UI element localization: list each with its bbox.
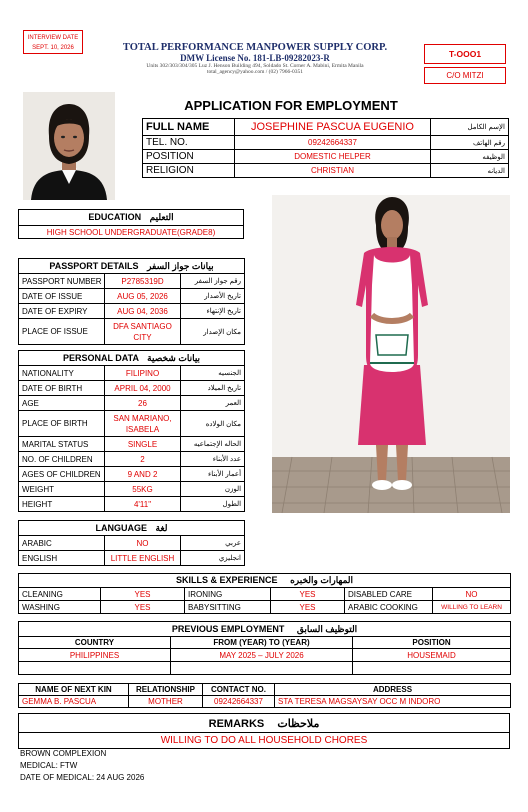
main-info-table [142,118,509,178]
interview-date: SEPT. 10, 2026 [32,45,74,51]
previous-employment-header [19,622,511,637]
position-arabic: الوظيفه [431,150,509,164]
previous-country: PHILIPPINES [19,649,171,662]
column-header-period: FROM (YEAR) TO (YEAR) [171,637,353,649]
education-table [18,209,244,239]
religion-value: CHRISTIAN [235,164,431,178]
skills-title: SKILLS & EXPERIENCE [176,575,278,585]
table-row [19,684,511,696]
place-of-birth-arabic: مكان الولاده [181,411,245,437]
language-table [18,520,245,566]
table-row [19,574,511,588]
english-label: ENGLISH [19,551,105,566]
table-row [19,452,245,467]
education-header [19,210,244,226]
table-row [19,210,244,226]
nationality-value: FILIPINO [105,366,181,381]
table-row [19,319,245,345]
remarks-table [18,713,510,749]
education-title-arabic: التعليم [149,212,174,222]
personal-data-table [18,350,245,512]
table-row [19,274,245,289]
table-row [19,551,245,566]
tel-value: 09242664337 [235,136,431,150]
table-row [143,119,509,136]
no-of-children-value: 2 [105,452,181,467]
weight-arabic: الوزن [181,482,245,497]
education-title: EDUCATION [88,212,142,222]
table-row [19,411,245,437]
table-row [19,637,511,649]
language-header [19,521,245,536]
table-row [19,259,245,274]
date-of-birth-label: DATE OF BIRTH [19,381,105,396]
date-of-expiry-arabic: تاريخ الإنتهاء [181,304,245,319]
company-header [95,42,415,75]
company-address: Units 302/303/304/305 Luz J. Henson Building 494, Soldado St. Corner A. Mabini, Ermita Manila [146,63,364,69]
skill-disabled-care-label: DISABLED CARE [345,588,433,601]
table-row [19,396,245,411]
remarks-value: WILLING TO DO ALL HOUSEHOLD CHORES [19,733,510,749]
note-medical: MEDICAL: FTW [20,761,78,770]
previous-position-2 [353,662,511,675]
full-name-arabic: الإسم الكامل [431,119,509,136]
company-contact: total_agency@yahoo.com / (02) 7966-0351 [206,69,304,75]
applicant-id-photo [23,92,115,200]
nationality-label: NATIONALITY [19,366,105,381]
column-header-kin-name: NAME OF NEXT KIN [19,684,129,696]
company-name: TOTAL PERFORMANCE MANPOWER SUPPLY CORP. [122,42,388,53]
skill-disabled-care-value: NO [433,588,511,601]
previous-period-2 [171,662,353,675]
education-value: HIGH SCHOOL UNDERGRADUATE(GRADE8) [19,226,244,239]
marital-status-label: MARITAL STATUS [19,437,105,452]
age-label: AGE [19,396,105,411]
passport-number-arabic: رقم جواز السفر [181,274,245,289]
table-row [19,289,245,304]
passport-number-label: PASSPORT NUMBER [19,274,105,289]
english-value: LITTLE ENGLISH [105,551,181,566]
table-row [19,696,511,708]
skills-title-arabic: المهارات والخبره [290,575,354,585]
personal-data-header [19,351,245,366]
arabic-arabic: عربي [181,536,245,551]
height-arabic: الطول [181,497,245,512]
arabic-label: ARABIC [19,536,105,551]
date-of-birth-value: APRIL 04, 2000 [105,381,181,396]
place-of-issue-value: DFA SANTIAGO CITY [105,319,181,345]
place-of-birth-value: SAN MARIANO, ISABELA [105,411,181,437]
table-row [19,351,245,366]
no-of-children-arabic: عدد الأبناء [181,452,245,467]
place-of-issue-label: PLACE OF ISSUE [19,319,105,345]
table-row [143,150,509,164]
nationality-arabic: الجنسيه [181,366,245,381]
table-row [19,588,511,601]
skill-arabic-cooking-value: WILLING TO LEARN [433,601,511,614]
column-header-country: COUNTRY [19,637,171,649]
no-of-children-label: NO. OF CHILDREN [19,452,105,467]
note-medical-date: DATE OF MEDICAL: 24 AUG 2026 [20,773,145,782]
column-header-address: ADDRESS [275,684,511,696]
date-of-issue-value: AUG 05, 2026 [105,289,181,304]
skill-washing-value: YES [101,601,185,614]
table-row [19,649,511,662]
marital-status-value: SINGLE [105,437,181,452]
personal-data-title: PERSONAL DATA [62,352,139,363]
remarks-title-arabic: ملاحظات [277,717,320,730]
previous-employment-title: PREVIOUS EMPLOYMENT [171,623,285,634]
skill-washing-label: WASHING [19,601,101,614]
remarks-header [19,714,510,733]
table-row [19,497,245,512]
full-name-value: JOSEPHINE PASCUA EUGENIO [235,119,431,136]
skill-babysitting-value: YES [271,601,345,614]
marital-status-arabic: الحاله الإجتماعيه [181,437,245,452]
previous-employment-title-arabic: التوظيف السابق [296,623,358,634]
table-row [19,482,245,497]
weight-value: 55KG [105,482,181,497]
table-row [19,733,510,749]
language-title-arabic: لغة [155,522,168,533]
table-row [19,622,511,637]
full-name-label: FULL NAME [143,119,235,136]
age-value: 26 [105,396,181,411]
height-value: 4'11" [105,497,181,512]
table-row [19,226,244,239]
applicant-full-body-photo [272,195,510,513]
interview-date-box [23,30,83,54]
table-row [19,601,511,614]
ages-of-children-label: AGES OF CHILDREN [19,467,105,482]
skill-arabic-cooking-label: ARABIC COOKING [345,601,433,614]
date-of-expiry-value: AUG 04, 2036 [105,304,181,319]
skills-table [18,573,511,614]
care-of-box: C/O MITZI [424,67,506,84]
skill-cleaning-label: CLEANING [19,588,101,601]
kin-address: STA TERESA MAGSAYSAY OCC M INDORO [275,696,511,708]
table-row [19,714,510,733]
place-of-issue-arabic: مكان الإصدار [181,319,245,345]
page-title: APPLICATION FOR EMPLOYMENT [184,98,398,113]
ages-of-children-arabic: أعمار الأبناء [181,467,245,482]
table-row [19,662,511,675]
skill-ironing-label: IRONING [185,588,271,601]
skill-ironing-value: YES [271,588,345,601]
previous-employment-table [18,621,511,675]
table-row [19,381,245,396]
kin-relationship: MOTHER [129,696,203,708]
reference-code-box: T-OOO1 [424,44,506,64]
company-license: DMW License No. 181-LB-09282023-R [180,53,330,63]
table-row [143,164,509,178]
previous-country-2 [19,662,171,675]
skills-header [19,574,511,588]
height-label: HEIGHT [19,497,105,512]
passport-number-value: P2785319D [105,274,181,289]
previous-position: HOUSEMAID [353,649,511,662]
skill-cleaning-value: YES [101,588,185,601]
previous-period: MAY 2025 – JULY 2026 [171,649,353,662]
column-header-contact: CONTACT NO. [203,684,275,696]
date-of-issue-arabic: تاريخ الأصدار [181,289,245,304]
language-title: LANGUAGE [95,522,148,533]
passport-header [19,259,245,274]
arabic-value: NO [105,536,181,551]
table-row [19,437,245,452]
tel-label: TEL. NO. [143,136,235,150]
column-header-position: POSITION [353,637,511,649]
column-header-relationship: RELATIONSHIP [129,684,203,696]
religion-arabic: الديانه [431,164,509,178]
age-arabic: العمر [181,396,245,411]
passport-title-arabic: بيانات جواز السفر [147,260,214,271]
interview-label: INTERVIEW DATE [27,35,79,41]
passport-title: PASSPORT DETAILS [49,260,139,271]
tel-arabic: رقم الهاتف [431,136,509,150]
date-of-expiry-label: DATE OF EXPIRY [19,304,105,319]
table-row [19,521,245,536]
english-arabic: انجليزي [181,551,245,566]
note-complexion: BROWN COMPLEXION [20,749,107,758]
table-row [19,536,245,551]
remarks-title: REMARKS [208,717,265,730]
table-row [143,136,509,150]
table-row [19,467,245,482]
date-of-birth-arabic: تاريخ الميلاد [181,381,245,396]
kin-name: GEMMA B. PASCUA [19,696,129,708]
skill-babysitting-label: BABYSITTING [185,601,271,614]
notes [20,748,144,784]
passport-table [18,258,245,345]
position-value: DOMESTIC HELPER [235,150,431,164]
religion-label: RELIGION [143,164,235,178]
personal-data-title-arabic: بيانات شخصية [147,352,201,363]
date-of-issue-label: DATE OF ISSUE [19,289,105,304]
place-of-birth-label: PLACE OF BIRTH [19,411,105,437]
kin-contact: 09242664337 [203,696,275,708]
table-row [19,366,245,381]
table-row [19,304,245,319]
next-of-kin-table [18,683,511,708]
weight-label: WEIGHT [19,482,105,497]
position-label: POSITION [143,150,235,164]
ages-of-children-value: 9 AND 2 [105,467,181,482]
